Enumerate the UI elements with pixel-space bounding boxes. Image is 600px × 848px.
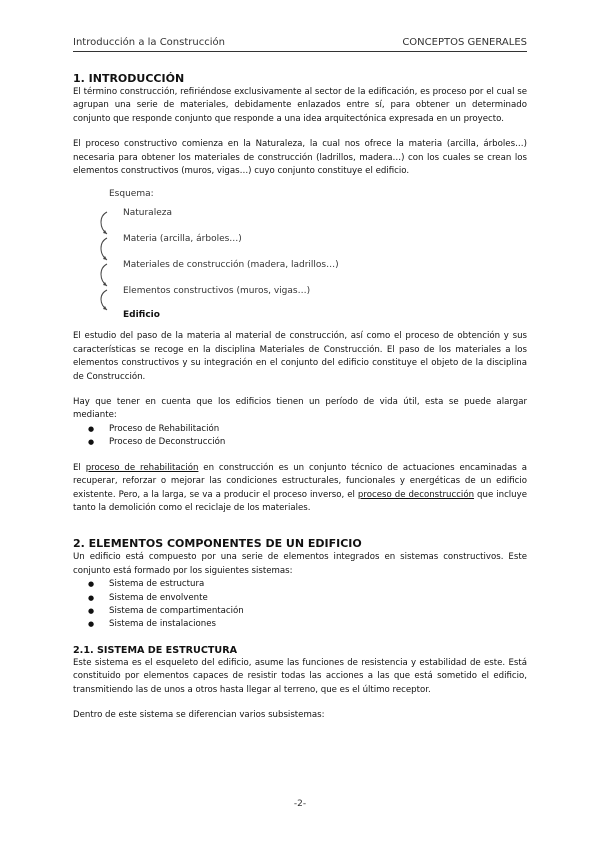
section-2-1-heading: 2.1. SISTEMA DE ESTRUCTURA (73, 644, 238, 656)
text-span: en construcción es un conjunto técnico de actuaciones encaminadas a recuperar, reforzar o mejorar las condiciones estructurales, funcionales y energéticas de un edificio existente. Pero, a la larga, se va a producir el proceso inverso, el (73, 462, 527, 500)
section-1-paragraph-1: El término construcción, refiriéndose exclusivamente al sector de la edificación, es proceso por el cual se agrupan una serie de materiales, debidamente enlazados entre sí, para obtener un determinado conjunto que responde conjunto que responde a una idea arquitectónica expresada en un proyecto. (73, 87, 527, 124)
schema-item-edificio: Edificio (123, 310, 160, 321)
list-item: ● Sistema de instalaciones (73, 618, 527, 631)
schema-item-materia: Materia (arcilla, árboles…) (123, 234, 242, 245)
schema-title: Esquema: (109, 189, 154, 200)
systems-list (73, 578, 527, 632)
schema-item-elementos: Elementos constructivos (muros, vigas…) (123, 286, 311, 297)
section-1-paragraph-2: El proceso constructivo comienza en la Naturaleza, la cual nos ofrece la materia (arcilla, árboles…) necesaria para obtener los materiales de construcción (ladrillos, madera…) con los cuales se crean los elementos constructivos (muros, vigas…) cuyo conjunto constituye el edificio. (73, 139, 527, 177)
life-extension-list (73, 423, 527, 450)
document-body (73, 72, 527, 722)
text-span: que incluye tanto la demolición como el reciclaje de los materiales. (73, 489, 527, 513)
section-1-paragraph-5 (73, 462, 527, 516)
header-course-title: Introducción a la Construcción (73, 37, 225, 48)
schema-item-materiales: Materiales de construcción (madera, ladrillos…) (123, 260, 339, 271)
schema-curved-arrows-icon (95, 198, 125, 312)
list-item: ● Sistema de estructura (73, 578, 527, 591)
list-item: ● Proceso de Rehabilitación (73, 423, 527, 436)
section-2-heading: 2. ELEMENTOS COMPONENTES DE UN EDIFICIO (73, 537, 362, 551)
section-2-1-paragraph-2: Dentro de este sistema se diferencian varios subsistemas: (73, 709, 325, 720)
section-1-paragraph-4: Hay que tener en cuenta que los edificios tienen un período de vida útil, esta se puede alargar mediante: (73, 397, 527, 421)
header-chapter-title: CONCEPTOS GENERALES (402, 37, 527, 48)
section-1-heading: 1. INTRODUCCIÓN (73, 72, 185, 85)
page-header (73, 37, 527, 52)
section-1-paragraph-3: El estudio del paso de la materia al material de construcción, así como el proceso de obtención y sus características se recoge en la disciplina Materiales de Construcción. El paso de los materiales a los elementos constructivos y su integración en el conjunto del edificio constituye el objeto de la disciplina de Construcción. (73, 331, 527, 382)
construction-process-schema (73, 188, 527, 321)
list-item: ● Proceso de Deconstrucción (73, 436, 527, 449)
section-2-1-paragraph-1: Este sistema es el esqueleto del edificio, asume las funciones de resistencia y estabilidad de este. Está constituido por elementos capaces de resistir todas las acciones a las que está sometido el edificio, transmitiendo las de unos a otros hasta llegar al terreno, que es el último receptor. (73, 657, 527, 695)
underlined-term-rehabilitacion: proceso de rehabilitación (85, 462, 199, 473)
schema-item-naturaleza: Naturaleza (123, 208, 172, 219)
list-item: ● Sistema de compartimentación (73, 605, 527, 618)
page-number: -2- (293, 799, 307, 809)
section-2-paragraph-1: Un edificio está compuesto por una serie de elementos integrados en sistemas constructivos. Este conjunto está formado por los siguientes sistemas: (73, 552, 527, 576)
list-item: ● Sistema de envolvente (73, 592, 527, 605)
text-span: El (73, 462, 86, 473)
underlined-term-deconstruccion: proceso de deconstrucción (357, 489, 475, 500)
